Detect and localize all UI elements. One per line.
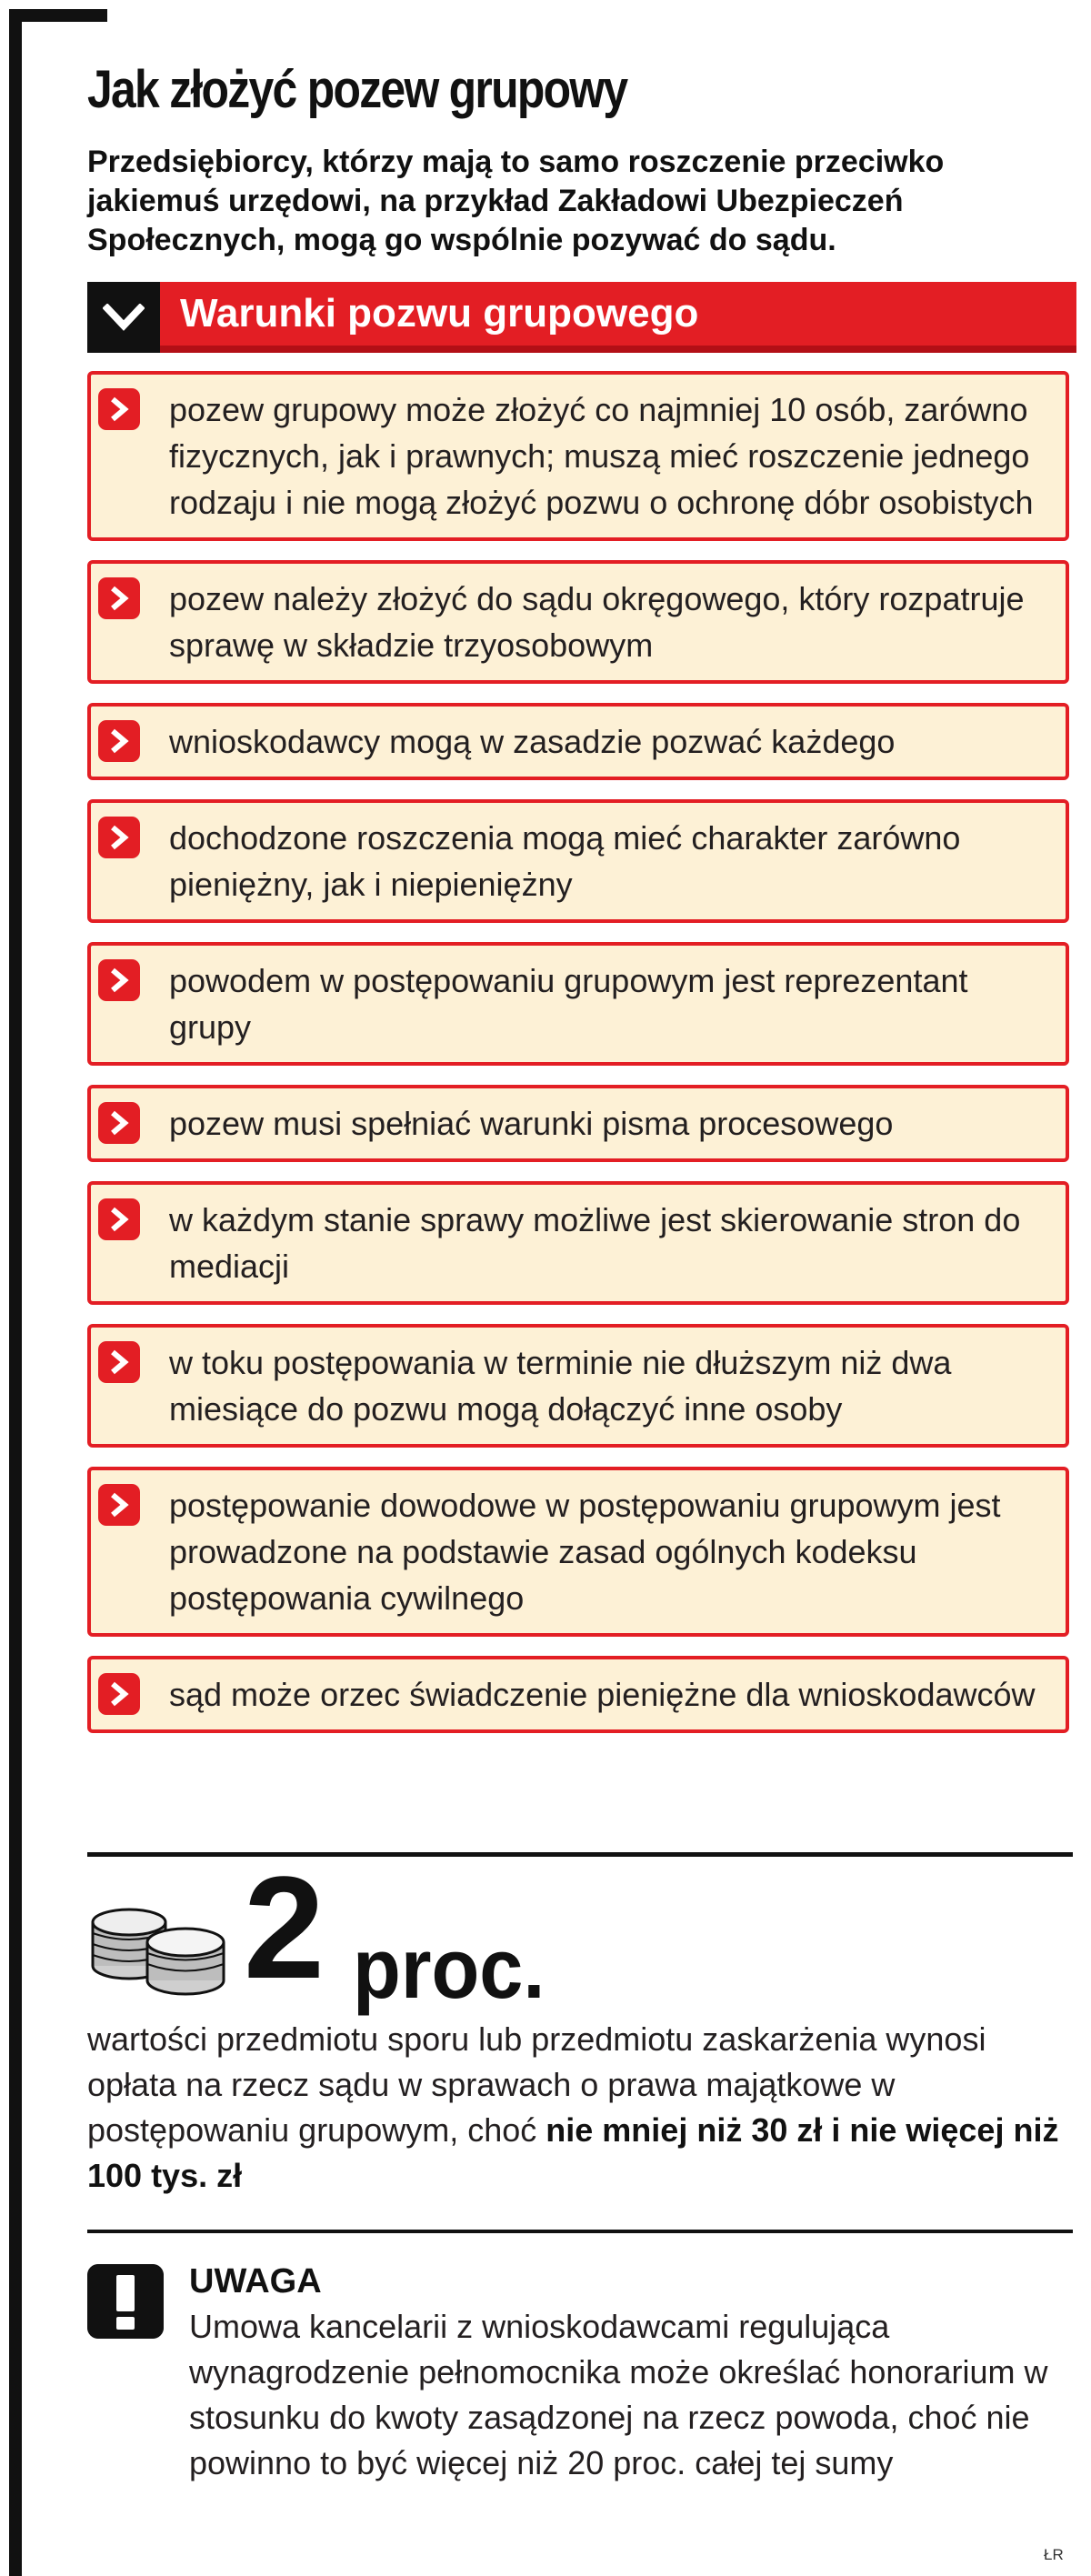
intro-text: Przedsiębiorcy, którzy mają to samo roszczenie przeciwko jakiemuś urzędowi, na przykład Zakładowi Ubezpieczeń Społecznych, mogą go wspólnie pozywać do sądu. [87,145,945,257]
list-item [87,1467,1069,1637]
frame-top-rule [9,9,107,22]
page-title: Jak złożyć pozew grupowy [87,60,627,119]
list-item-text: pozew musi spełniać warunki pisma procesowego [169,1105,894,1142]
list-item [87,1181,1069,1305]
chevron-right-icon [98,388,140,430]
chevron-right-icon [98,1484,140,1526]
conditions-list [87,371,1069,1752]
list-item [87,1656,1069,1733]
conditions-header [87,282,1076,353]
list-item-text: dochodzone roszczenia mogą mieć charakter zarówno pieniężny, jak i niepieniężny [169,819,961,903]
list-item [87,942,1069,1066]
exclamation-icon [87,2264,164,2339]
list-item-text: wnioskodawcy mogą w zasadzie pozwać każdego [169,723,896,760]
fee-emphasis: nie mniej niż 30 zł i nie więcej niż 100 tys. zł [87,2111,1059,2194]
coins-icon [87,1886,229,2004]
warning-text: Umowa kancelarii z wnioskodawcami regulująca wynagrodzenie pełnomocnika może określać honorarium w stosunku do kwoty zasądzonej na rzecz powoda, choć nie powinno to być więcej niż 20 proc. całej tej sumy [189,2308,1048,2481]
chevron-right-icon [98,1102,140,1144]
fee-description [87,2017,1069,2199]
chevron-right-icon [98,1341,140,1383]
list-item-text: w każdym stanie sprawy możliwe jest skierowanie stron do mediacji [169,1201,1021,1285]
warning-title: UWAGA [189,2262,322,2300]
list-item-text: powodem w postępowaniu grupowym jest reprezentant grupy [169,962,968,1046]
list-item-text: w toku postępowania w terminie nie dłuższym niż dwa miesiące do pozwu mogą dołączyć inne osoby [169,1344,952,1428]
section-divider [87,2230,1073,2233]
fee-number: 2 [244,1846,321,2009]
list-item-text: pozew grupowy może złożyć co najmniej 10 osób, zarówno fizycznych, jak i prawnych; muszą mieć roszczenie jednego rodzaju i nie mogą złożyć pozwu o ochronę dóbr osobistych [169,391,1034,521]
list-item-text: sąd może orzec świadczenie pieniężne dla wnioskodawców [169,1676,1036,1713]
author-credit: ŁR [1044,2546,1064,2563]
list-item [87,799,1069,923]
fee-text: wartości przedmiotu sporu lub przedmiotu zaskarżenia wynosi opłata na rzecz sądu w sprawach o prawa majątkowe w postępowaniu grupowym, choć [87,2020,986,2149]
list-item [87,703,1069,780]
list-item [87,1085,1069,1162]
list-item-text: postępowanie dowodowe w postępowaniu grupowym jest prowadzone na podstawie zasad ogólnych kodeksu postępowania cywilnego [169,1487,1001,1617]
chevron-down-icon [87,282,160,353]
list-item [87,371,1069,541]
chevron-right-icon [98,1198,140,1240]
chevron-right-icon [98,959,140,1001]
chevron-right-icon [98,577,140,619]
chevron-right-icon [98,817,140,858]
chevron-right-icon [98,1673,140,1715]
fee-unit: proc. [353,1920,546,2016]
list-item [87,560,1069,684]
list-item [87,1324,1069,1448]
conditions-title: Warunki pozwu grupowego [180,291,699,336]
section-divider [87,1852,1073,1857]
conditions-header-band [160,282,1076,353]
frame-left-rule [9,9,22,2576]
chevron-right-icon [98,720,140,762]
list-item-text: pozew należy złożyć do sądu okręgowego, który rozpatruje sprawę w składzie trzyosobowym [169,580,1025,664]
